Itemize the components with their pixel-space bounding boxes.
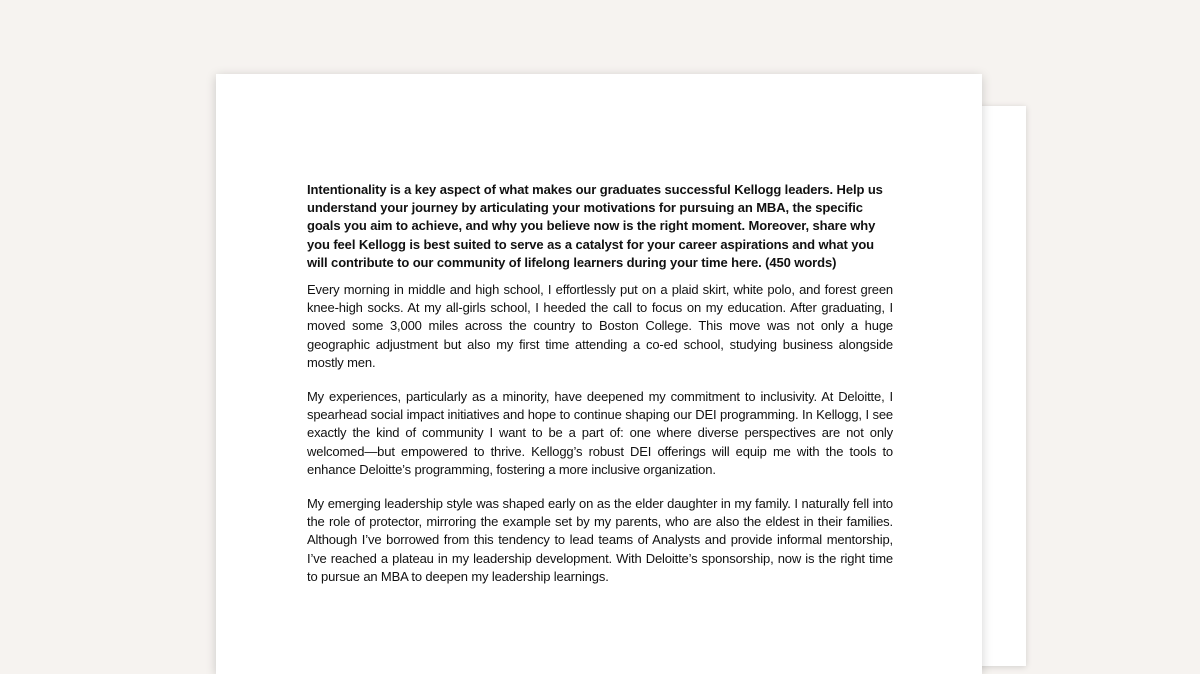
essay-content bbox=[307, 181, 893, 602]
essay-paragraph-2: My experiences, particularly as a minority, have deepened my commitment to inclusivity. At Deloitte, I spearhead social impact initiatives and hope to continue shaping our DEI programming. In Kellogg, I see exactly the kind of community I want to be a part of: one where diverse perspectives are not only welcomed—but empowered to thrive. Kellogg’s robust DEI offerings will equip me with the tools to enhance Deloitte’s programming, fostering a more inclusive organization. bbox=[307, 389, 893, 477]
essay-page bbox=[216, 74, 982, 674]
essay-paragraph-1: Every morning in middle and high school, I effortlessly put on a plaid skirt, white polo, and forest green knee-high socks. At my all-girls school, I heeded the call to focus on my education. After graduating, I moved some 3,000 miles across the country to Boston College. This move was not only a huge geographic adjustment but also my first time attending a co-ed school, studying business alongside mostly men. bbox=[307, 282, 893, 370]
essay-paragraph-3: My emerging leadership style was shaped early on as the elder daughter in my family. I naturally fell into the role of protector, mirroring the example set by my parents, who are also the eldest in their families. Although I’ve borrowed from this tendency to lead teams of Analysts and provide informal mentorship, I’ve reached a plateau in my leadership development. With Deloitte’s sponsorship, now is the right time to pursue an MBA to deepen my leadership learnings. bbox=[307, 496, 893, 584]
essay-prompt: Intentionality is a key aspect of what makes our graduates successful Kellogg leaders. Help us understand your journey by articulating your motivations for pursuing an MBA, the specific goals you aim to achieve, and why you believe now is the right moment. Moreover, share why you feel Kellogg is best suited to serve as a catalyst for your career aspirations and what you will contribute to our community of lifelong learners during your time here. (450 words) bbox=[307, 182, 883, 270]
